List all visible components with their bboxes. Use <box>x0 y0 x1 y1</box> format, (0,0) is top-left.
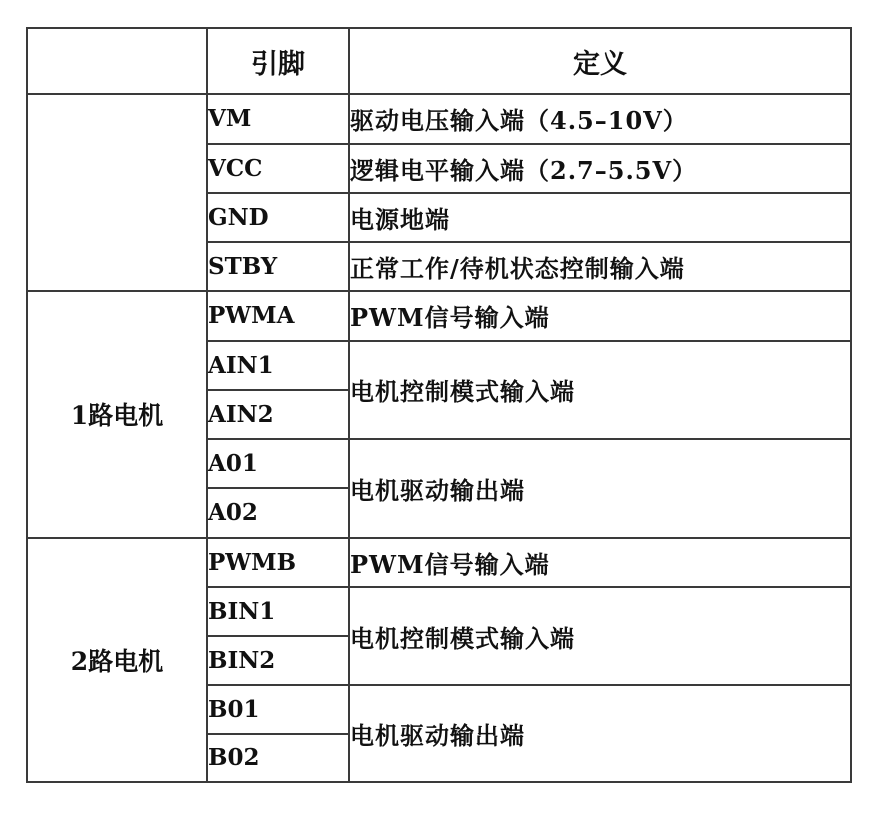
definition-cell: 电机控制模式输入端 <box>349 341 851 440</box>
power-group-cell <box>27 94 207 291</box>
table-row <box>27 94 851 143</box>
table-header-row <box>27 28 851 94</box>
header-empty-cell <box>27 28 207 94</box>
pin-cell: VM <box>207 94 349 143</box>
pin-cell: PWMB <box>207 538 349 587</box>
pin-cell: A01 <box>207 439 349 488</box>
definition-cell: 电机驱动输出端 <box>349 685 851 782</box>
definition-cell: PWM信号输入端 <box>349 538 851 587</box>
pin-cell: GND <box>207 193 349 242</box>
definition-cell: 驱动电压输入端（4.5–10V） <box>349 94 851 143</box>
pin-cell: AIN2 <box>207 390 349 439</box>
pin-cell: B02 <box>207 734 349 782</box>
pin-cell: BIN1 <box>207 587 349 636</box>
header-definition: 定义 <box>349 28 851 94</box>
definition-cell: 电机驱动输出端 <box>349 439 851 538</box>
definition-cell: 正常工作/待机状态控制输入端 <box>349 242 851 291</box>
definition-cell: 电源地端 <box>349 193 851 242</box>
definition-cell: 逻辑电平输入端（2.7–5.5V） <box>349 144 851 193</box>
table-row <box>27 538 851 587</box>
pin-cell: BIN2 <box>207 636 349 685</box>
motor1-group-label: 1路电机 <box>27 291 207 537</box>
pin-definition-table <box>26 27 852 783</box>
pin-cell: STBY <box>207 242 349 291</box>
pin-cell: VCC <box>207 144 349 193</box>
table-row <box>27 291 851 340</box>
pin-cell: B01 <box>207 685 349 733</box>
pin-cell: AIN1 <box>207 341 349 390</box>
motor2-group-label: 2路电机 <box>27 538 207 782</box>
definition-cell: PWM信号输入端 <box>349 291 851 340</box>
definition-cell: 电机控制模式输入端 <box>349 587 851 686</box>
header-pin: 引脚 <box>207 28 349 94</box>
pin-cell: PWMA <box>207 291 349 340</box>
pin-cell: A02 <box>207 488 349 537</box>
